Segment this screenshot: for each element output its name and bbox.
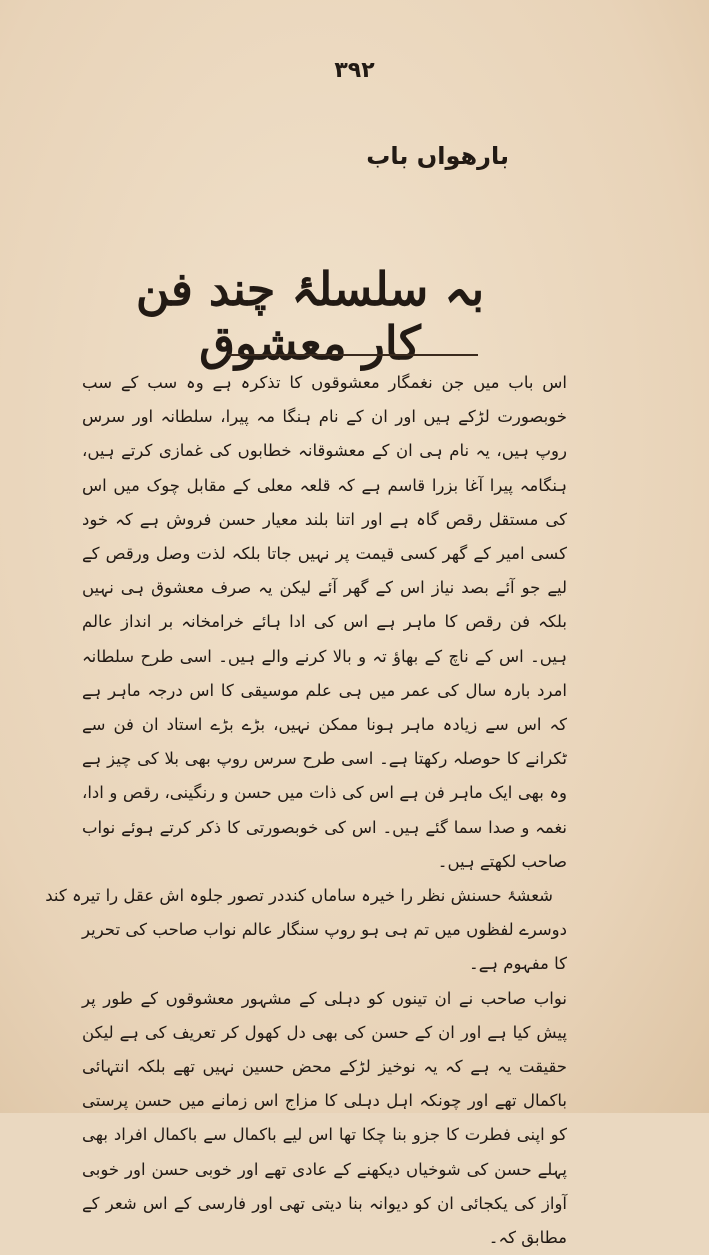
page-title: بہ سلسلۂ چند فن کار معشوق (135, 262, 485, 370)
title-underline (228, 354, 478, 356)
paragraph: نواب صاحب نے ان تینوں کو دہلی کے مشہور معشوقوں کے طور پر پیش کیا ہے اور ان کے حسن کی بھی دل کھول کر تعریف کی ہے لیکن حقیقت یہ ہے کہ یہ نوخیز لڑکے محض حسین نہیں تھے بلکہ انتہائی باکمال تھے اور چونکہ اہل دہلی کا مزاج اس زمانے میں حسن پرستی کو اپنی فطرت کا جزو بنا چکا تھا اس لیے باکمال سے باکمال افراد بھی پہلے حسن کی شوخیاں دیکھنے کے عادی تھے اور خوبی حسن اور خوبی آواز کی یکجائی ان کو دیوانہ بنا دیتی تھی اور فارسی کے اس شعر کے مطابق کہ۔ (82, 988, 567, 1248)
page-number: ۳۹۲ (334, 58, 375, 83)
paragraph: اس باب میں جن نغمگار معشوقوں کا تذکرہ ہے وہ سب کے سب خوبصورت لڑکے ہیں اور ان کے نام ہنگا مہ پیرا، سلطانہ اور سرس روپ ہیں، یہ نام ہی ان کے معشوقانہ خطابوں کی غمازی کرتے ہیں، ہنگامہ پیرا آغا بزرا قاسم ہے کہ قلعہ معلی کے مقابل چوک میں اس کی مستقل رقص گاہ ہے اور اتنا بلند معیار حسن فروش ہے کہ خود کسی امیر کے گھر کسی قیمت پر نہیں جاتا بلکہ لذت وصل ورقص کے لیے جو آئے بصد نیاز اس کے گھر آئے لیکن یہ صرف معشوق ہی نہیں بلکہ فن رقص کا ماہر ہے اس کی ادا ہائے خرامخانہ بر انداز عالم ہیں۔ اس کے ناچ کے بھاؤ تہ و بالا کرنے والے ہیں۔ اسی طرح سلطانہ امرد بارہ سال کی عمر میں ہی علم موسیقی کا اس درجہ ماہر ہے کہ اس سے زیادہ ماہر ہونا ممکن نہیں، بڑے بڑے استاد ان فن سے ٹکرانے کا حوصلہ رکھتا ہے۔ اسی طرح سرس روپ بھی بلا کی چیز ہے وہ بھی ایک ماہر فن ہے اس کی ذات میں حسن و رنگینی، رقص و ادا، نغمہ و صدا سما گئے ہیں۔ اس کی خوبصورتی کا ذکر کرتے ہوئے نواب صاحب لکھتے ہیں۔ (82, 373, 567, 871)
paragraph: دوسرے لفظوں میں تم ہی ہو روپ سنگار عالم نواب صاحب کی تحریر کا مفہوم ہے۔ (82, 920, 567, 974)
verse-second-line: در تصور جلوہ اش عقل را تیرہ کند (45, 886, 285, 906)
verse-first-line: شعشۂ حسنش نظر را خیرہ ساماں کند (284, 886, 553, 906)
chapter-label: بارھواں باب (366, 142, 509, 170)
verse-couplet (45, 879, 567, 913)
body-text (45, 366, 567, 1255)
